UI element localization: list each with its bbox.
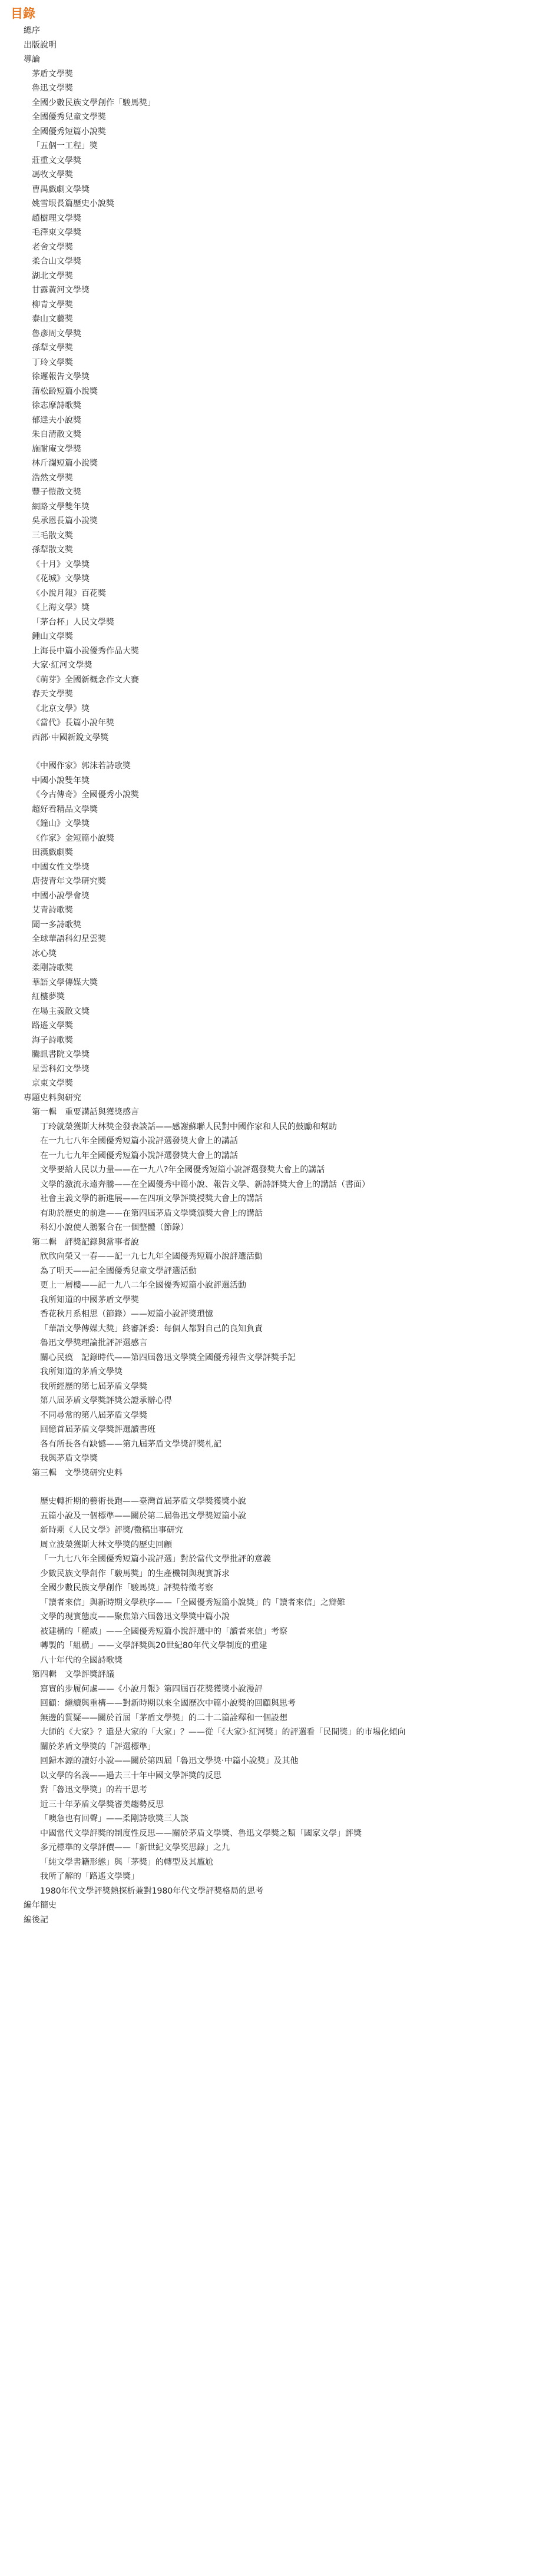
toc-link[interactable]: 在一九七九年全國優秀短篇小說評選發獎大會上的講話 (40, 1151, 238, 1161)
toc-link[interactable]: 第三輯 文學獎研究史料 (32, 1468, 123, 1478)
toc-link[interactable]: 為了明天——記全國優秀兒童文學評選活動 (40, 1266, 197, 1276)
toc-link[interactable]: 中國女性文學獎 (32, 862, 90, 872)
toc-link[interactable]: 「五個一工程」獎 (32, 141, 98, 151)
toc-list (11, 24, 546, 1927)
toc-link[interactable]: 孫犁文學獎 (32, 343, 73, 353)
toc-chapter-item[interactable] (11, 254, 546, 269)
toc-chapter-item[interactable] (11, 903, 546, 918)
toc-link[interactable]: 更上一層樓——記一九八二年全國優秀短篇小說評選活動 (40, 1281, 246, 1290)
toc-link[interactable]: 艾青詩歌獎 (32, 906, 73, 915)
toc-link[interactable]: 無邊的質疑——關於首屆「茅盾文學獎」的二十二篇詮釋和一個設想 (40, 1713, 287, 1723)
toc-link[interactable]: 柔剛詩歌獎 (32, 963, 73, 973)
toc-link[interactable]: 第八屆茅盾文學獎評獎公證承辦心得 (40, 1396, 172, 1405)
toc-link[interactable]: 第二輯 評獎記錄與當事者說 (32, 1237, 139, 1247)
toc-link[interactable]: 欣欣向榮又一春——記一九七九年全國優秀短篇小說評選活動 (40, 1252, 263, 1261)
toc-chapter-item[interactable] (11, 500, 546, 515)
toc-link[interactable]: 「一九七八年全國優秀短篇小說評選」對於當代文學批評的意義 (40, 1554, 271, 1564)
toc-chapter-item[interactable] (11, 298, 546, 313)
toc-link[interactable]: 超好看精品文學獎 (32, 804, 98, 814)
toc-chapter-item[interactable] (11, 1033, 546, 1048)
toc-chapter-item[interactable] (11, 1466, 546, 1481)
toc-link[interactable]: 「噢急也有回聲」——柔剛詩歌獎三人談 (40, 1814, 188, 1824)
toc-section-item[interactable] (11, 1437, 546, 1452)
toc-link[interactable]: 浩然文學獎 (32, 473, 73, 483)
toc-chapter-item[interactable] (11, 197, 546, 211)
toc-chapter-item[interactable] (11, 586, 546, 601)
toc-chapter-item[interactable] (11, 1076, 546, 1091)
toc-link[interactable]: 回歸本源的讀好小說——關於第四屆「魯迅文學獎‧中篇小說獎」及其他 (40, 1756, 299, 1766)
toc-link[interactable]: 魯彥周文學獎 (32, 329, 81, 339)
toc-link[interactable]: 科幻小說使人鵝緊合在一個整體（節錄） (40, 1223, 188, 1232)
toc-chapter-item[interactable] (11, 485, 546, 500)
toc-section-item[interactable] (11, 1192, 546, 1206)
toc-chapter-item[interactable] (11, 168, 546, 183)
toc-link[interactable]: 《萌芽》全國新概念作文大賽 (32, 675, 139, 685)
toc-link[interactable]: 甘露黃河文學獎 (32, 286, 90, 295)
toc-chapter-item[interactable] (11, 269, 546, 284)
toc-link[interactable]: 田漢戲劇獎 (32, 848, 73, 857)
toc-link[interactable]: 《上海文學》獎 (32, 603, 90, 612)
toc-chapter-item[interactable] (11, 731, 546, 745)
toc-chapter-item[interactable] (11, 81, 546, 96)
toc-section-item[interactable] (11, 1336, 546, 1351)
toc-link[interactable]: 多元標準的文學評價——「新世紀文學奖思錄」之九 (40, 1843, 230, 1852)
toc-link[interactable]: 全國少數民族文學創作「駿馬獎」評獎特徵考察 (40, 1583, 213, 1593)
toc-chapter-item[interactable] (11, 1667, 546, 1682)
toc-link[interactable]: 湖北文學獎 (32, 271, 73, 281)
toc-part-item[interactable] (11, 52, 546, 67)
toc-chapter-item[interactable] (11, 817, 546, 831)
toc-link[interactable]: 轉製的「組構」——文學評獎與20世紀80年代文學制度的重建 (40, 1641, 267, 1650)
toc-link[interactable]: 大家‧紅河文學獎 (32, 661, 92, 670)
toc-chapter-item[interactable] (11, 356, 546, 370)
toc-link[interactable]: 被建構的「權威」——全國優秀短篇小說評選中的「讀者來信」考察 (40, 1626, 287, 1636)
toc-chapter-item[interactable] (11, 687, 546, 702)
toc-link[interactable]: 「華語文學傳媒大獎」終審評委：每個人都對自己的良知負責 (40, 1324, 263, 1334)
toc-part-item[interactable] (11, 1091, 546, 1106)
toc-part-item[interactable] (11, 24, 546, 38)
toc-section-item[interactable] (11, 1293, 546, 1308)
toc-link[interactable]: 西部‧中國新銳文學獎 (32, 732, 109, 742)
toc-link[interactable]: 徐志摩詩歌獎 (32, 401, 81, 410)
toc-chapter-item[interactable] (11, 1062, 546, 1077)
toc-chapter-item[interactable] (11, 327, 546, 342)
toc-link[interactable]: 「讀者來信」與新時期文學秩序——「全國優秀短篇小說獎」的「讀者來信」之辯難 (40, 1597, 345, 1607)
toc-section-item[interactable] (11, 1596, 546, 1610)
toc-link[interactable]: 回顧：繼續與重構——對新時期以來全國歷次中篇小說獎的回顧與思考 (40, 1699, 296, 1708)
toc-link[interactable]: 《鐘山》文學獎 (32, 819, 90, 828)
toc-chapter-item[interactable] (11, 110, 546, 125)
toc-group-gap (11, 745, 546, 759)
toc-section-item[interactable] (11, 1264, 546, 1279)
toc-link[interactable]: 星雲科幻文學獎 (32, 1064, 90, 1074)
toc-chapter-item[interactable] (11, 658, 546, 673)
toc-link[interactable]: 中國小說學會獎 (32, 891, 90, 901)
toc-section-item[interactable] (11, 1178, 546, 1192)
toc-link[interactable]: 《十月》文學獎 (32, 559, 90, 569)
toc-chapter-item[interactable] (11, 370, 546, 384)
toc-chapter-item[interactable] (11, 932, 546, 947)
toc-link[interactable]: 丁玲文學獎 (32, 357, 73, 367)
toc-link[interactable]: 《作家》金短篇小說獎 (32, 833, 114, 843)
toc-chapter-item[interactable] (11, 240, 546, 255)
toc-link[interactable]: 華語文學傳媒大獎 (32, 977, 98, 987)
toc-chapter-item[interactable] (11, 947, 546, 962)
toc-chapter-item[interactable] (11, 1235, 546, 1250)
toc-link[interactable]: 《中國作家》郭沫若詩歌獎 (32, 761, 131, 771)
toc-link[interactable]: 蒲松齡短篇小說獎 (32, 386, 98, 396)
toc-link[interactable]: 新時期《人民文學》評獎/徵稿出事研究 (40, 1526, 183, 1535)
toc-chapter-item[interactable] (11, 125, 546, 140)
toc-chapter-item[interactable] (11, 702, 546, 717)
toc-chapter-item[interactable] (11, 874, 546, 889)
toc-chapter-item[interactable] (11, 427, 546, 442)
toc-link[interactable]: 《花城》文學獎 (32, 574, 90, 584)
toc-section-item[interactable] (11, 1134, 546, 1149)
toc-link[interactable]: 柔合山文學獎 (32, 257, 81, 266)
toc-section-item[interactable] (11, 1322, 546, 1337)
toc-link[interactable]: 馮牧文學獎 (32, 170, 73, 180)
toc-section-item[interactable] (11, 1711, 546, 1726)
toc-link[interactable]: 我與茅盾文學獎 (40, 1454, 98, 1463)
toc-chapter-item[interactable] (11, 283, 546, 298)
toc-chapter-item[interactable] (11, 399, 546, 413)
toc-link[interactable]: 「純文學書籍形態」與「茅獎」的轉型及其尷尬 (40, 1857, 213, 1867)
toc-section-item[interactable] (11, 1884, 546, 1899)
toc-link[interactable]: 施耐庵文學獎 (32, 444, 81, 454)
toc-section-item[interactable] (11, 1451, 546, 1466)
toc-section-item[interactable] (11, 1249, 546, 1264)
toc-link[interactable]: 以文學的名義——過去三十年中國文學評獎的反思 (40, 1771, 221, 1781)
toc-link[interactable]: 聞一多詩歌獎 (32, 920, 81, 930)
toc-section-item[interactable] (11, 1538, 546, 1553)
toc-section-item[interactable] (11, 1394, 546, 1408)
toc-link[interactable]: 文學的現實態度——聚焦第六屆魯迅文學獎中篇小說 (40, 1612, 230, 1622)
toc-section-item[interactable] (11, 1798, 546, 1812)
toc-link[interactable]: 鍾山文學獎 (32, 632, 73, 641)
toc-link[interactable]: 文學的激流永遠奔騰——在全國優秀中篇小說、報告文學、新詩評獎大會上的講話（書面） (40, 1179, 370, 1189)
toc-link[interactable]: 趙樹理文學獎 (32, 213, 81, 223)
toc-link[interactable]: 春天文學獎 (32, 689, 73, 699)
toc-link[interactable]: 八十年代的全國詩歌獎 (40, 1655, 123, 1665)
toc-link[interactable]: 我所知道的中國茅盾文學獎 (40, 1295, 139, 1305)
toc-link[interactable]: 毛澤東文學獎 (32, 228, 81, 237)
toc-chapter-item[interactable] (11, 644, 546, 659)
toc-link[interactable]: 各有所長各有缺憾——第九屆茅盾文學獎評獎札記 (40, 1439, 221, 1449)
toc-link[interactable]: 不同尋常的第八屆茅盾文學獎 (40, 1410, 147, 1420)
toc-section-item[interactable] (11, 1307, 546, 1322)
toc-link[interactable]: 林斤瀾短篇小說獎 (32, 459, 98, 468)
toc-link[interactable]: 專題史料與研究 (24, 1093, 81, 1103)
toc-link[interactable]: 我所經歷的第七屆茅盾文學獎 (40, 1381, 147, 1391)
toc-section-item[interactable] (11, 1826, 546, 1841)
toc-section-item[interactable] (11, 1841, 546, 1855)
toc-section-item[interactable] (11, 1509, 546, 1524)
toc-link[interactable]: 泰山文藝獎 (32, 314, 73, 324)
toc-section-item[interactable] (11, 1552, 546, 1567)
toc-link[interactable]: 路遙文學獎 (32, 1021, 73, 1030)
toc-link[interactable]: 騰訊書院文學獎 (32, 1050, 90, 1059)
toc-link[interactable]: 中國當代文學評獎的制度性反思——關於茅盾文學獎、魯迅文學獎之類「國家文學」評獎 (40, 1828, 362, 1838)
toc-section-item[interactable] (11, 1682, 546, 1697)
toc-link[interactable]: 茅盾文學獎 (32, 69, 73, 79)
toc-link[interactable]: 曹禺戲劇文學獎 (32, 184, 90, 194)
toc-section-item[interactable] (11, 1581, 546, 1596)
toc-chapter-item[interactable] (11, 211, 546, 226)
toc-link[interactable]: 近三十年茅盾文學獎審美趨勢反思 (40, 1799, 164, 1809)
toc-link[interactable]: 豐子愷散文獎 (32, 488, 81, 497)
toc-chapter-item[interactable] (11, 456, 546, 471)
toc-link[interactable]: 總序 (24, 26, 40, 35)
toc-section-item[interactable] (11, 1783, 546, 1798)
toc-link[interactable]: 全國優秀短篇小說獎 (32, 127, 106, 137)
toc-section-item[interactable] (11, 1610, 546, 1624)
toc-chapter-item[interactable] (11, 1019, 546, 1033)
toc-link[interactable]: 回憶首屆茅盾文學獎評選讀書班 (40, 1425, 155, 1434)
toc-section-item[interactable] (11, 1278, 546, 1293)
toc-chapter-item[interactable] (11, 615, 546, 630)
toc-chapter-item[interactable] (11, 759, 546, 774)
toc-chapter-item[interactable] (11, 471, 546, 486)
toc-part-item[interactable] (11, 38, 546, 53)
toc-chapter-item[interactable] (11, 1105, 546, 1120)
toc-chapter-item[interactable] (11, 183, 546, 197)
toc-section-item[interactable] (11, 1365, 546, 1380)
toc-link[interactable]: 郁達夫小說獎 (32, 415, 81, 425)
toc-section-item[interactable] (11, 1624, 546, 1639)
toc-chapter-item[interactable] (11, 341, 546, 356)
toc-link[interactable]: 第四輯 文學評獎評議 (32, 1670, 114, 1679)
toc-link[interactable]: 1980年代文學評獎熱探析兼對1980年代文學評獎格局的思考 (40, 1886, 264, 1896)
toc-link[interactable]: 網路文學雙年獎 (32, 502, 90, 512)
toc-section-item[interactable] (11, 1754, 546, 1769)
toc-link[interactable]: 莊重文文學獎 (32, 155, 81, 165)
toc-chapter-item[interactable] (11, 558, 546, 572)
toc-link[interactable]: 少數民族文學創作「駿馬獎」的生產機制與現實訴求 (40, 1569, 230, 1579)
toc-link[interactable]: 五篇小說及一個標準——關於第二屆魯迅文學獎短篇小說 (40, 1511, 246, 1521)
toc-chapter-item[interactable] (11, 961, 546, 976)
toc-link[interactable]: 第一輯 重要講話與獲獎感言 (32, 1108, 139, 1117)
toc-link[interactable]: 編年簡史 (24, 1901, 57, 1910)
toc-chapter-item[interactable] (11, 514, 546, 529)
toc-section-item[interactable] (11, 1423, 546, 1437)
toc-link[interactable]: 歷史轉折期的藝術長跑——臺灣首屆茅盾文學獎獲獎小說 (40, 1497, 246, 1506)
toc-chapter-item[interactable] (11, 67, 546, 82)
toc-chapter-item[interactable] (11, 860, 546, 875)
toc-link[interactable]: 全國少數民族文學創作「駿馬獎」 (32, 98, 155, 108)
toc-chapter-item[interactable] (11, 226, 546, 240)
toc-section-item[interactable] (11, 1812, 546, 1826)
toc-link[interactable]: 我所知道的茅盾文學獎 (40, 1367, 123, 1377)
toc-chapter-item[interactable] (11, 889, 546, 904)
toc-link[interactable]: 文學要給人民以力量——在一九八?年全國優秀短篇小說評選發獎大會上的講話 (40, 1165, 325, 1175)
toc-chapter-item[interactable] (11, 96, 546, 111)
toc-chapter-item[interactable] (11, 846, 546, 860)
toc-link[interactable]: 魯迅文學獎理論批評評選感言 (40, 1338, 147, 1348)
toc-section-item[interactable] (11, 1639, 546, 1653)
toc-link[interactable]: 吳承恩長篇小說獎 (32, 516, 98, 526)
toc-link[interactable]: 社會主義文學的新進展——在四項文學評獎授獎大會上的講話 (40, 1194, 263, 1204)
toc-link[interactable]: 寫實的步履何處——《小說月報》第四屆百花獎獲獎小說漫評 (40, 1684, 263, 1694)
toc-link[interactable]: 「茅台杯」人民文學獎 (32, 617, 114, 627)
toc-link[interactable]: 《北京文學》獎 (32, 704, 90, 714)
toc-section-item[interactable] (11, 1120, 546, 1135)
toc-section-item[interactable] (11, 1221, 546, 1235)
toc-link[interactable]: 《今古傳奇》全國優秀小說獎 (32, 790, 139, 800)
toc-link[interactable]: 導論 (24, 55, 40, 64)
toc-chapter-item[interactable] (11, 312, 546, 327)
toc-chapter-item[interactable] (11, 803, 546, 817)
toc-chapter-item[interactable] (11, 673, 546, 688)
toc-section-item[interactable] (11, 1206, 546, 1221)
toc-section-item[interactable] (11, 1351, 546, 1365)
toc-chapter-item[interactable] (11, 384, 546, 399)
toc-link[interactable]: 三毛散文獎 (32, 531, 73, 541)
toc-link[interactable]: 冰心獎 (32, 949, 57, 959)
toc-link[interactable]: 姚雪垠長篇歷史小說獎 (32, 199, 114, 208)
toc-link[interactable]: 香花秋月系相思（節錄）——短篇小說評獎瑣憶 (40, 1309, 213, 1319)
toc-link[interactable]: 關心民瘼 記錄時代——第四屆魯迅文學獎全國優秀報告文學評獎手記 (40, 1352, 296, 1362)
toc-link[interactable]: 中國小說雙年獎 (32, 775, 90, 785)
toc-section-item[interactable] (11, 1855, 546, 1870)
toc-link[interactable]: 周立波榮獲斯大林文學獎的歷史回顧 (40, 1540, 172, 1550)
toc-link[interactable]: 朱自清散文獎 (32, 430, 81, 439)
toc-chapter-item[interactable] (11, 154, 546, 168)
toc-part-item[interactable] (11, 1898, 546, 1913)
toc-chapter-item[interactable] (11, 529, 546, 543)
toc-link[interactable]: 對「魯迅文學獎」的若干思考 (40, 1785, 147, 1795)
toc-link[interactable]: 大師的《大家》？還是大家的「大家」？——從「《大家》‧紅河獎」的評選看「民間獎」的市場化傾向 (40, 1728, 406, 1737)
toc-link[interactable]: 孫犁散文獎 (32, 545, 73, 555)
toc-chapter-item[interactable] (11, 1047, 546, 1062)
toc-link[interactable]: 紅樓夢獎 (32, 992, 65, 1002)
toc-chapter-item[interactable] (11, 1004, 546, 1019)
toc-link[interactable]: 丁玲就榮獲斯大林獎金發表談話——感謝蘇聯人民對中國作家和人民的鼓勵和幫助 (40, 1122, 337, 1132)
toc-section-item[interactable] (11, 1740, 546, 1755)
toc-link[interactable]: 魯迅文學獎 (32, 84, 73, 93)
toc-section-item[interactable] (11, 1696, 546, 1711)
toc-chapter-item[interactable] (11, 990, 546, 1004)
toc-link[interactable]: 我所了解的「路遙文學獎」 (40, 1872, 139, 1881)
toc-chapter-item[interactable] (11, 413, 546, 428)
toc-link[interactable]: 徐遲報告文學獎 (32, 372, 90, 382)
toc-link[interactable]: 全國優秀兒童文學獎 (32, 112, 106, 122)
toc-section-item[interactable] (11, 1380, 546, 1394)
toc-chapter-item[interactable] (11, 139, 546, 154)
toc-link[interactable]: 在場主義散文獎 (32, 1006, 90, 1016)
toc-chapter-item[interactable] (11, 716, 546, 731)
toc-link[interactable]: 關於茅盾文學獎的「評選標準」 (40, 1742, 155, 1752)
toc-title: 目錄 (11, 6, 35, 21)
toc-chapter-item[interactable] (11, 831, 546, 846)
toc-section-item[interactable] (11, 1523, 546, 1538)
toc-chapter-item[interactable] (11, 442, 546, 457)
toc-section-item[interactable] (11, 1725, 546, 1740)
toc-section-item[interactable] (11, 1653, 546, 1668)
toc-chapter-item[interactable] (11, 572, 546, 586)
toc-link[interactable]: 《當代》長篇小說年獎 (32, 718, 114, 728)
toc-link[interactable]: 京東文學獎 (32, 1079, 73, 1088)
toc-link[interactable]: 唐弢青年文學研究獎 (32, 877, 106, 886)
toc-chapter-item[interactable] (11, 543, 546, 558)
toc-section-item[interactable] (11, 1494, 546, 1509)
toc-link[interactable]: 全球華語科幻星雲獎 (32, 934, 106, 944)
toc-link[interactable]: 編後記 (24, 1915, 48, 1925)
toc-link[interactable]: 在一九七八年全國優秀短篇小說評選發獎大會上的講話 (40, 1136, 238, 1146)
toc-link[interactable]: 有助於歷史的前進——在第四屆茅盾文學獎頒獎大會上的講話 (40, 1208, 263, 1218)
toc-section-item[interactable] (11, 1149, 546, 1163)
toc-chapter-item[interactable] (11, 774, 546, 788)
toc-group-gap (11, 1480, 546, 1494)
toc-chapter-item[interactable] (11, 976, 546, 990)
toc-link[interactable]: 《小說月報》百花獎 (32, 588, 106, 598)
toc-link[interactable]: 海子詩歌獎 (32, 1035, 73, 1045)
toc-section-item[interactable] (11, 1567, 546, 1582)
toc-chapter-item[interactable] (11, 629, 546, 644)
toc-link[interactable]: 上海長中篇小說優秀作品大獎 (32, 646, 139, 656)
toc-section-item[interactable] (11, 1408, 546, 1423)
toc-section-item[interactable] (11, 1163, 546, 1178)
toc-link[interactable]: 柳青文學獎 (32, 300, 73, 310)
toc-section-item[interactable] (11, 1769, 546, 1783)
toc-part-item[interactable] (11, 1913, 546, 1928)
toc-section-item[interactable] (11, 1869, 546, 1884)
toc-link[interactable]: 出版說明 (24, 40, 57, 50)
toc-chapter-item[interactable] (11, 601, 546, 615)
toc-link[interactable]: 老舍文學獎 (32, 242, 73, 252)
toc-chapter-item[interactable] (11, 788, 546, 803)
toc-chapter-item[interactable] (11, 918, 546, 933)
